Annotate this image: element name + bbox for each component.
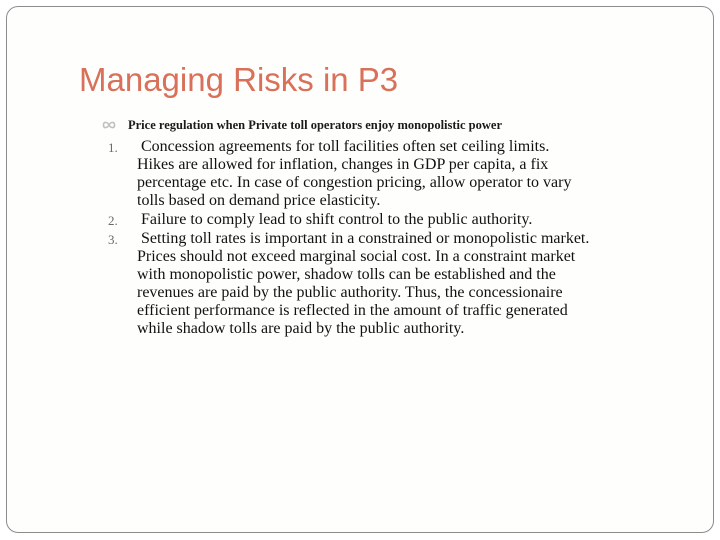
list-line: while shadow tolls are paid by the public authority. <box>137 320 465 337</box>
list-item <box>103 211 683 229</box>
list-number: 3. <box>108 232 118 247</box>
infinity-bullet-icon <box>102 119 116 131</box>
list-number: 1. <box>108 140 118 155</box>
list-line: tolls based on demand price elasticity. <box>137 192 381 209</box>
list-line: Failure to comply lead to shift control to the public authority. <box>141 211 533 228</box>
numbered-list <box>103 138 683 339</box>
list-line: Hikes are allowed for inflation, changes in GDP per capita, a fix <box>137 156 549 173</box>
slide-title: Managing Risks in P3 <box>79 61 399 98</box>
list-line: Setting toll rates is important in a constrained or monopolistic market. <box>141 230 590 247</box>
list-line: Concession agreements for toll facilities often set ceiling limits. <box>141 138 550 155</box>
list-number: 2. <box>108 213 118 228</box>
list-line: revenues are paid by the public authority. Thus, the concessionaire <box>137 284 563 301</box>
list-line: percentage etc. In case of congestion pricing, allow operator to vary <box>137 174 572 191</box>
list-line: efficient performance is reflected in the amount of traffic generated <box>137 302 568 319</box>
list-line: Prices should not exceed marginal social cost. In a constraint market <box>137 248 576 265</box>
list-line: with monopolistic power, shadow tolls can be established and the <box>137 266 556 283</box>
list-item <box>103 138 683 210</box>
list-item <box>103 230 683 338</box>
bullet-text: Price regulation when Private toll operators enjoy monopolistic power <box>128 118 503 132</box>
